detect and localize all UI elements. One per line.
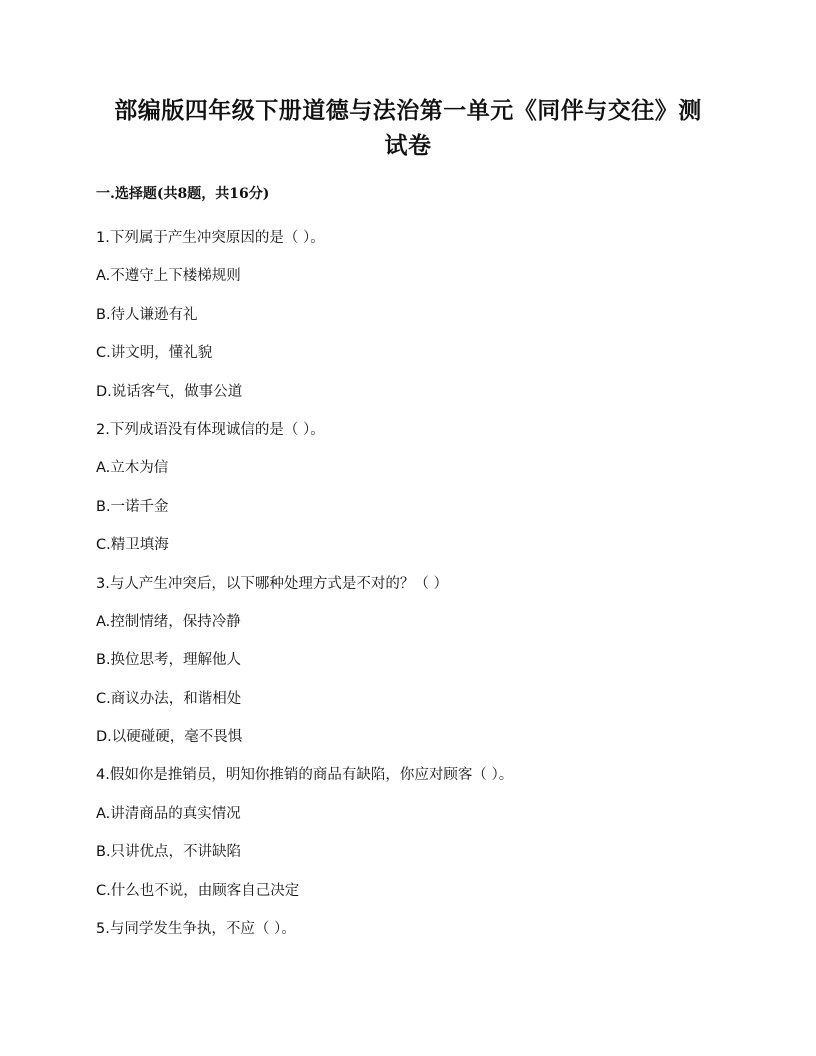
title-line-2: 试卷 [384,133,432,159]
question-4-stem: 4.假如你是推销员，明知你推销的商品有缺陷，你应对顾客（ ）。 [96,767,514,784]
document-title [60,94,756,164]
question-2-option-a: A.立木为信 [96,460,169,477]
question-4-option-a: A.讲清商品的真实情况 [96,805,241,822]
question-2-stem: 2.下列成语没有体现诚信的是（ ）。 [96,421,325,438]
question-4-option-b: B.只讲优点，不讲缺陷 [96,844,242,861]
question-2-option-b: B.一诺千金 [96,498,169,515]
question-1-option-b: B.待人谦逊有礼 [96,306,198,323]
question-1-option-d: D.说话客气，做事公道 [96,383,243,400]
question-3-option-b: B.换位思考，理解他人 [96,652,242,669]
question-3-stem: 3.与人产生冲突后，以下哪种处理方式是不对的？（ ） [96,575,448,592]
title-line-1: 部编版四年级下册道德与法治第一单元《同伴与交往》测 [114,98,702,124]
question-3-option-a: A.控制情绪，保持冷静 [96,613,241,630]
question-list [96,226,736,955]
question-3-option-c: C.商议办法，和谐相处 [96,690,242,707]
question-4-option-c: C.什么也不说，由顾客自己决定 [96,882,300,899]
question-5-stem: 5.与同学发生争执，不应（ ）。 [96,921,296,938]
section-heading: 一.选择题(共8题，共16分) [96,186,270,202]
question-1-option-c: C.讲文明，懂礼貌 [96,345,213,362]
question-3-option-d: D.以硬碰硬，毫不畏惧 [96,729,243,746]
question-1-stem: 1.下列属于产生冲突原因的是（ ）。 [96,230,325,246]
question-2-option-c: C.精卫填海 [96,537,169,554]
question-1-option-a: A.不遵守上下楼梯规则 [96,268,241,285]
